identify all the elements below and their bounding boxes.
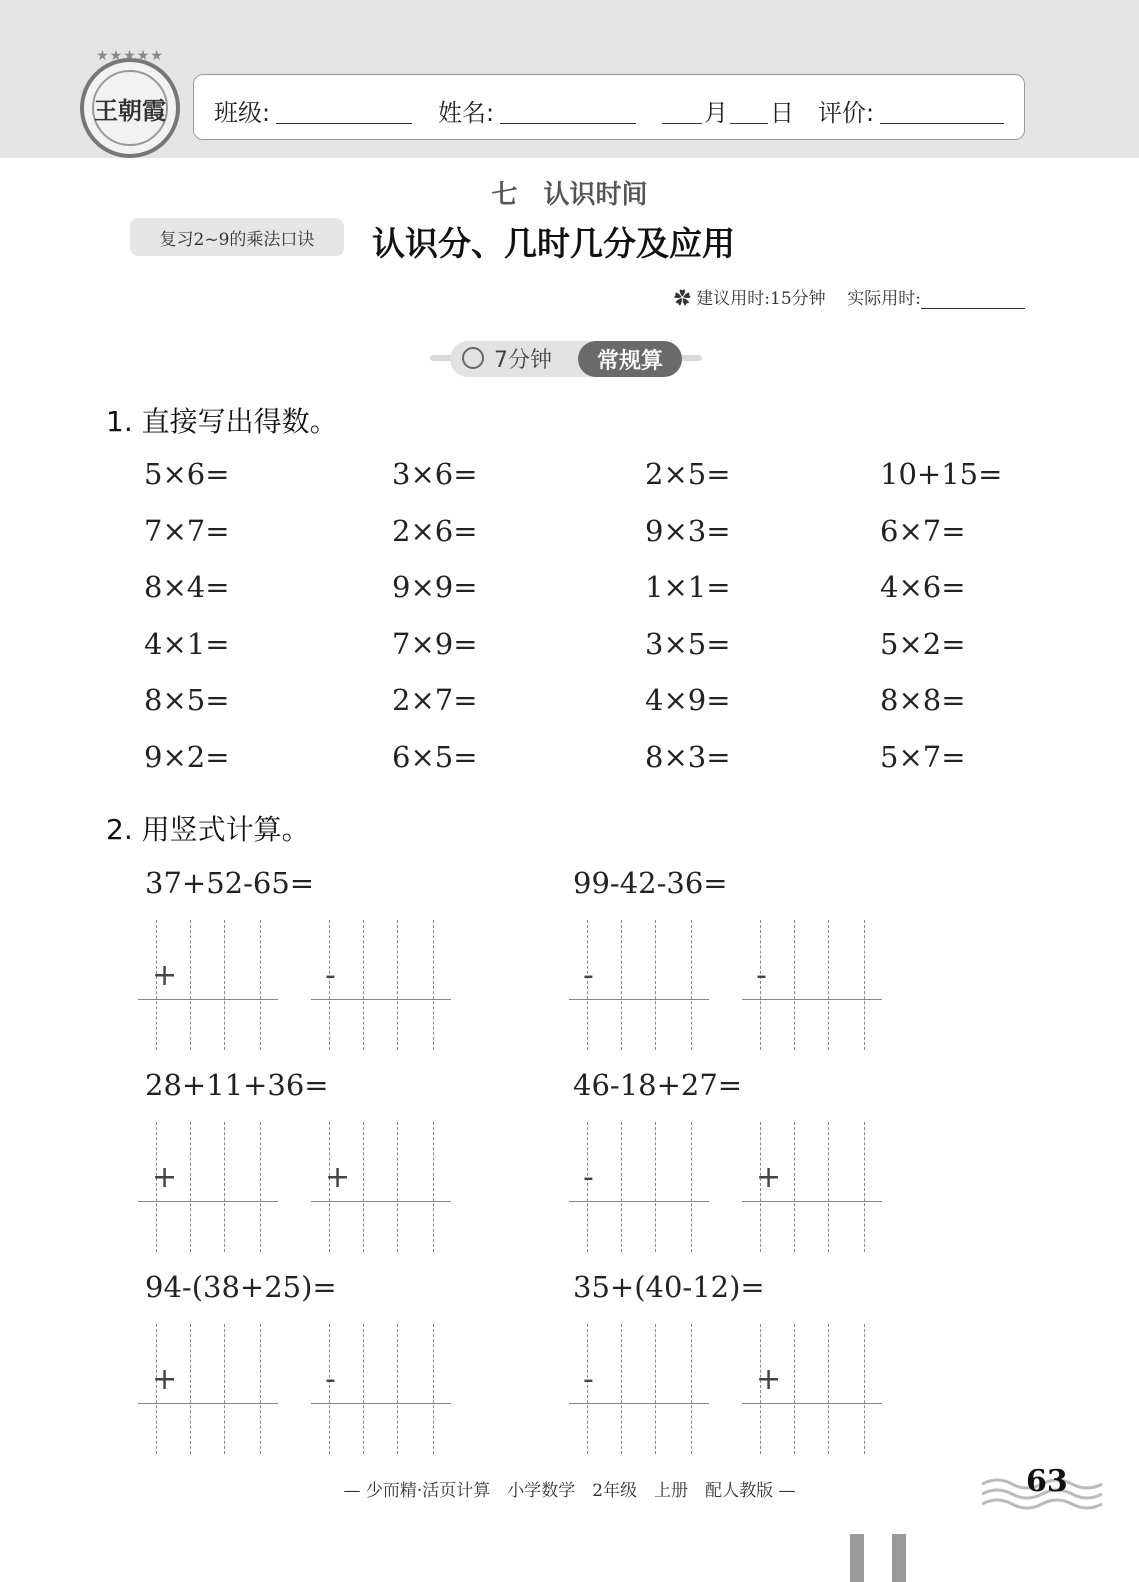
result-line [742, 1403, 882, 1404]
eval-field[interactable] [880, 123, 1004, 124]
footer-text: — 少而精·活页计算 小学数学 2年级 上册 配人教版 — [343, 1481, 796, 1501]
month-field[interactable] [662, 123, 702, 124]
q1-item: 2×7= [392, 683, 478, 717]
month-label: 月 [704, 99, 728, 127]
calc-grid[interactable] [742, 1324, 882, 1454]
result-line [742, 1201, 882, 1202]
q2-expression: 99-42-36= [573, 866, 728, 900]
actual-time-field[interactable] [921, 290, 1025, 309]
grid-line [260, 920, 261, 1050]
result-line [569, 999, 709, 1000]
page-number: 63 [1026, 1464, 1068, 1499]
q1-item: 7×7= [144, 513, 230, 548]
day-label: 日 [770, 99, 794, 127]
student-info-box [193, 74, 1025, 140]
section-tag: 常规算 [578, 341, 682, 377]
class-field[interactable] [276, 123, 412, 124]
q1-item: 9×9= [392, 570, 478, 604]
grid-line [621, 1122, 622, 1252]
q2-expression: 37+52-65= [145, 866, 315, 900]
q1-item: 5×2= [880, 626, 966, 661]
section-minutes: 7分钟 [494, 348, 552, 373]
calc-grid[interactable] [311, 1122, 451, 1252]
logo-text: 王朝霞 [94, 95, 166, 125]
grid-line [397, 1122, 398, 1252]
grid-line [864, 920, 865, 1050]
result-line [742, 999, 882, 1000]
grid-line [828, 1122, 829, 1252]
grid-line [433, 1324, 434, 1454]
actual-time-label: 实际用时: [847, 289, 921, 309]
grid-line [621, 920, 622, 1050]
calc-grid[interactable] [138, 1122, 278, 1252]
q1-item: 9×3= [645, 513, 731, 548]
grid-line [828, 1324, 829, 1454]
q1-item: 3×6= [392, 457, 478, 491]
grid-line [433, 1122, 434, 1252]
grid-line [190, 1324, 191, 1454]
result-line [311, 999, 451, 1000]
result-line [569, 1403, 709, 1404]
q1-item: 8×8= [880, 683, 966, 717]
edge-mark [850, 1534, 864, 1582]
grid-line [363, 1324, 364, 1454]
calc-grid[interactable] [311, 920, 451, 1050]
result-line [311, 1201, 451, 1202]
q1-item: 9×2= [144, 739, 230, 774]
grid-line [260, 1122, 261, 1252]
q1-item: 8×3= [645, 739, 731, 774]
lesson-title: 认识分、几时几分及应用 [372, 224, 735, 263]
gear-icon: ✿ [673, 289, 691, 309]
grid-line [691, 1122, 692, 1252]
operator-sign: + [152, 1160, 178, 1195]
operator-sign: + [325, 1160, 351, 1195]
operator-sign: - [325, 1362, 336, 1397]
q2-expression: 46-18+27= [573, 1068, 743, 1102]
grid-line [433, 920, 434, 1050]
grid-line [190, 1122, 191, 1252]
q1-item: 3×5= [645, 626, 731, 661]
calc-grid[interactable] [138, 920, 278, 1050]
q1-item: 10+15= [880, 457, 1003, 491]
calc-grid[interactable] [138, 1324, 278, 1454]
q1-title: 1. 直接写出得数。 [106, 405, 338, 438]
calc-grid[interactable] [569, 1324, 709, 1454]
operator-sign: - [756, 958, 767, 993]
grid-line [224, 1324, 225, 1454]
q2-expression: 94-(38+25)= [145, 1270, 337, 1304]
review-tag: 复习2~9的乘法口诀 [130, 218, 344, 256]
grid-line [691, 1324, 692, 1454]
calc-grid[interactable] [742, 1122, 882, 1252]
eval-label: 评价: [818, 99, 875, 127]
q1-item: 4×1= [144, 626, 230, 661]
grid-line [224, 1122, 225, 1252]
grid-line [363, 920, 364, 1050]
result-line [138, 999, 278, 1000]
operator-sign: - [583, 1362, 594, 1397]
q1-item: 4×9= [645, 683, 731, 717]
q1-item: 8×5= [144, 683, 230, 717]
edge-mark [892, 1534, 906, 1582]
operator-sign: - [583, 958, 594, 993]
q1-item: 5×6= [144, 457, 230, 491]
grid-line [655, 1324, 656, 1454]
class-label: 班级: [214, 99, 271, 127]
grid-line [864, 1122, 865, 1252]
grid-line [190, 920, 191, 1050]
name-label: 姓名: [438, 99, 495, 127]
q1-item: 5×7= [880, 739, 966, 774]
calc-grid[interactable] [569, 920, 709, 1050]
q2-expression: 35+(40-12)= [573, 1270, 765, 1304]
grid-line [794, 1122, 795, 1252]
grid-line [224, 920, 225, 1050]
name-field[interactable] [500, 123, 636, 124]
suggested-time: 建议用时:15分钟 [696, 289, 826, 309]
q1-item: 7×9= [392, 626, 478, 661]
q2-expression: 28+11+36= [145, 1068, 329, 1102]
grid-line [828, 920, 829, 1050]
stars-icon: ★★★★★ [96, 48, 164, 64]
operator-sign: - [325, 958, 336, 993]
grid-line [691, 920, 692, 1050]
result-line [138, 1201, 278, 1202]
q1-item: 6×7= [880, 513, 966, 548]
brand-logo [80, 48, 180, 158]
grid-line [864, 1324, 865, 1454]
operator-sign: + [152, 958, 178, 993]
day-field[interactable] [730, 123, 768, 124]
operator-sign: - [583, 1160, 594, 1195]
grid-line [363, 1122, 364, 1252]
q1-item: 4×6= [880, 570, 966, 604]
calc-grid[interactable] [742, 920, 882, 1050]
q2-title: 2. 用竖式计算。 [106, 813, 310, 846]
calc-grid[interactable] [311, 1324, 451, 1454]
result-line [311, 1403, 451, 1404]
grid-line [397, 920, 398, 1050]
grid-line [260, 1324, 261, 1454]
q1-item: 8×4= [144, 570, 230, 604]
result-line [569, 1201, 709, 1202]
q1-item: 2×6= [392, 513, 478, 548]
calc-grid[interactable] [569, 1122, 709, 1252]
grid-line [655, 1122, 656, 1252]
clock-icon [462, 347, 484, 369]
q1-item: 6×5= [392, 739, 478, 774]
q1-item: 2×5= [645, 457, 731, 491]
operator-sign: + [152, 1362, 178, 1397]
grid-line [794, 920, 795, 1050]
q1-item: 1×1= [645, 570, 731, 604]
grid-line [621, 1324, 622, 1454]
result-line [138, 1403, 278, 1404]
grid-line [794, 1324, 795, 1454]
time-row [674, 284, 1025, 309]
unit-title: 七 认识时间 [491, 180, 648, 210]
operator-sign: + [756, 1160, 782, 1195]
grid-line [397, 1324, 398, 1454]
operator-sign: + [756, 1362, 782, 1397]
grid-line [655, 920, 656, 1050]
